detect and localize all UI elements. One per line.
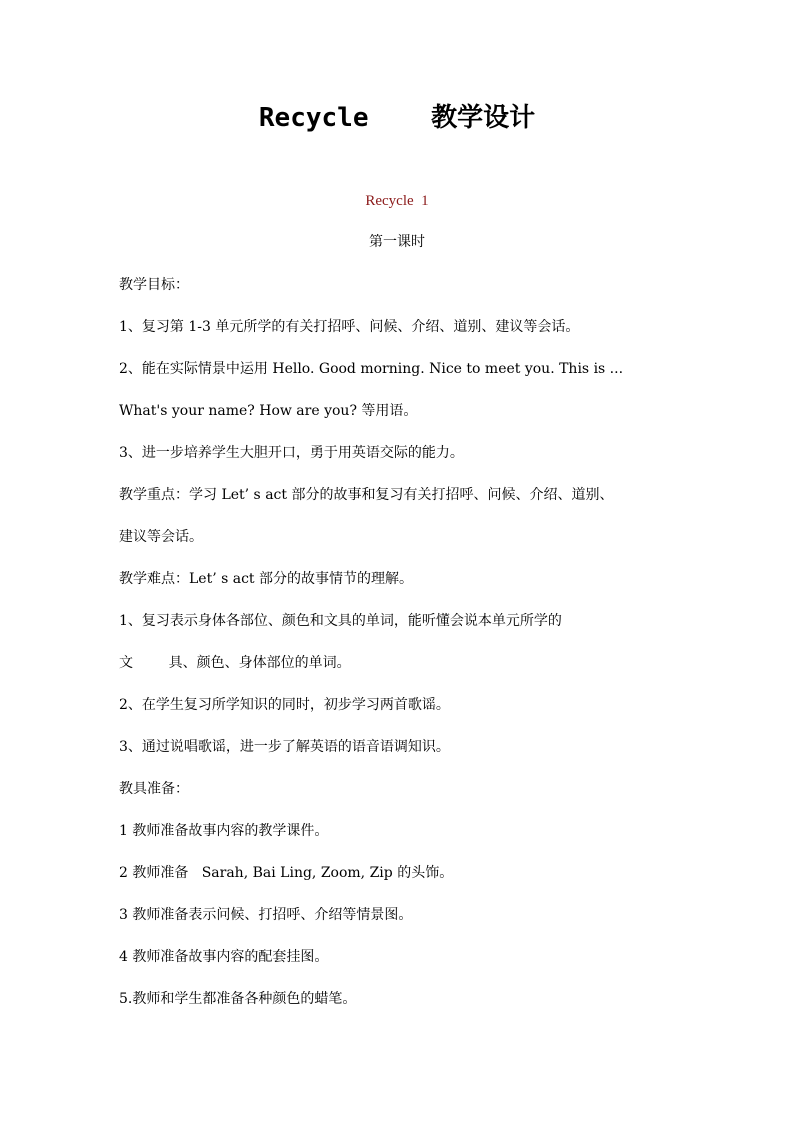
difficult-points: 教学难点：Let’ s act 部分的故事情节的理解。	[119, 571, 414, 587]
document-title: Recycle 教学设计	[258, 103, 536, 133]
goal-item-3: 3、进一步培养学生大胆开口，勇于用英语交际的能力。	[119, 445, 464, 461]
key-points-continued: 建议等会话。	[119, 529, 203, 545]
goal-item-1: 1、复习第 1-3 单元所学的有关打招呼、问候、介绍、道别、建议等会话。	[119, 319, 580, 335]
goal-item-2-continued: What's your name? How are you? 等用语。	[119, 403, 418, 419]
materials-item-5: 5.教师和学生都准备各种颜色的蜡笔。	[119, 991, 357, 1007]
goal-item-2: 2、能在实际情景中运用 Hello. Good morning. Nice to meet you. This is ...	[119, 361, 624, 377]
unit-subtitle: Recycle 1	[365, 193, 429, 209]
difficult-item-1: 1、复习表示身体各部位、颜色和文具的单词，能听懂会说本单元所学的	[119, 613, 562, 629]
materials-item-2: 2 教师准备 Sarah, Bai Ling, Zoom, Zip 的头饰。	[119, 865, 454, 881]
lesson-heading: 第一课时	[369, 234, 425, 250]
difficult-item-2: 2、在学生复习所学知识的同时，初步学习两首歌谣。	[119, 697, 450, 713]
materials-item-1: 1 教师准备故事内容的教学课件。	[119, 823, 329, 839]
materials-heading: 教具准备：	[119, 781, 189, 797]
materials-item-3: 3 教师准备表示问候、打招呼、介绍等情景图。	[119, 907, 413, 923]
difficult-item-1-continued: 文 具、颜色、身体部位的单词。	[119, 655, 351, 671]
difficult-item-3: 3、通过说唱歌谣，进一步了解英语的语音语调知识。	[119, 739, 450, 755]
materials-item-4: 4 教师准备故事内容的配套挂图。	[119, 949, 329, 965]
goals-heading: 教学目标：	[119, 277, 189, 293]
key-points: 教学重点：学习 Let’ s act 部分的故事和复习有关打招呼、问候、介绍、道别、	[119, 487, 614, 503]
